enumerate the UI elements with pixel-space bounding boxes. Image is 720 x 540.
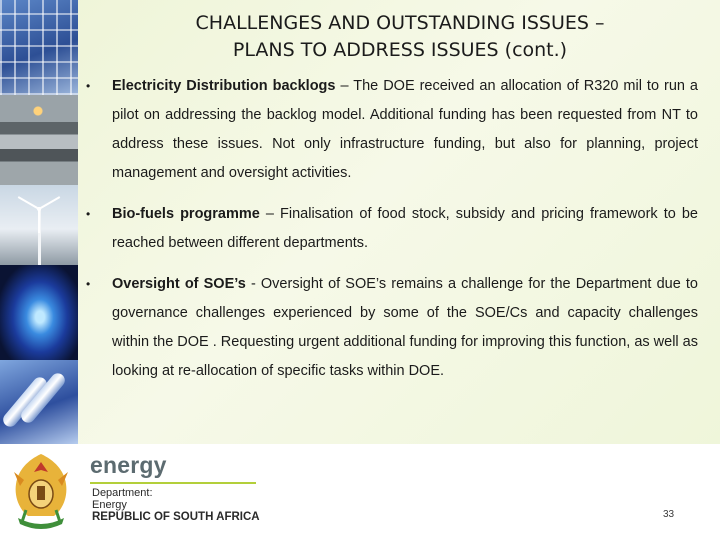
bullet-text	[112, 200, 698, 258]
department-block	[92, 487, 260, 523]
bullet-marker: •	[86, 277, 91, 291]
bullet-text	[112, 72, 698, 188]
bullet-body: - Oversight of SOE’s remains a challenge for the Department due to governance challenges experienced by some of the SOE/Cs and capacity challenges within the DOE . Requesting urgent additional funding for improving this function, as well as looking at re-allocation of specific tasks within DOE.	[112, 276, 698, 379]
page-number: 33	[663, 509, 675, 520]
bullet-body: – The DOE received an allocation of R320 mil to run a pilot on addressing the backlog model. Additional funding has been requested from NT to address these issues. Not only infrastructure funding, but also for planning, project management and oversight activities.	[112, 78, 698, 181]
footer	[0, 444, 720, 540]
fuel-rods-image	[0, 360, 78, 445]
slide-title	[80, 10, 720, 64]
bullet-item-oversight	[86, 270, 698, 386]
title-line-1: CHALLENGES AND OUTSTANDING ISSUES –	[195, 12, 605, 34]
bullet-item-electricity	[86, 72, 698, 188]
bullet-heading: Electricity Distribution backlogs	[112, 78, 336, 94]
bullet-body: – Finalisation of food stock, subsidy and pricing framework to be reached between different departments.	[112, 206, 698, 251]
wind-turbine-image	[0, 185, 78, 265]
bullet-heading: Oversight of SOE’s	[112, 276, 246, 292]
pipeline-image	[0, 95, 78, 185]
solar-panel-image	[0, 0, 78, 95]
country-name: REPUBLIC OF SOUTH AFRICA	[92, 511, 260, 523]
bullet-marker: •	[86, 207, 91, 221]
title-line-2: PLANS TO ADDRESS ISSUES (cont.)	[232, 39, 568, 61]
energy-brand: energy	[90, 452, 167, 478]
bullet-heading: Bio-fuels programme	[112, 206, 260, 222]
bullet-list	[86, 72, 698, 398]
brand-divider	[90, 482, 256, 484]
coat-of-arms-logo	[6, 450, 76, 534]
bullet-item-biofuels	[86, 200, 698, 258]
bullet-text	[112, 270, 698, 386]
department-name: Energy	[92, 499, 127, 511]
side-image-strip	[0, 0, 78, 445]
department-label: Department:	[92, 487, 153, 499]
bullet-marker: •	[86, 79, 91, 93]
gas-flame-image	[0, 265, 78, 360]
